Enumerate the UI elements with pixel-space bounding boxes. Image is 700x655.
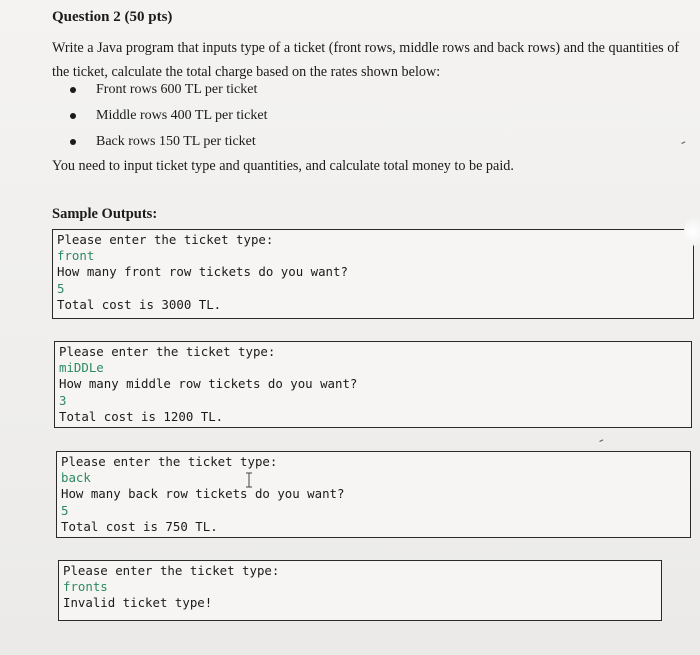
sample-console-middle [54, 341, 692, 428]
console-line: Please enter the ticket type: [59, 344, 276, 359]
console-line: Invalid ticket type! [63, 595, 213, 611]
console-line: Please enter the ticket type: [57, 232, 274, 247]
console-line: Please enter the ticket type: [63, 563, 280, 578]
console-input-line: fronts [63, 579, 108, 595]
console-line: Total cost is 750 TL. [61, 518, 218, 534]
console-line: Total cost is 3000 TL. [57, 296, 222, 312]
rate-item-back: Back rows 150 TL per ticket [70, 132, 267, 158]
sample-console-front [52, 229, 694, 319]
console-line: Please enter the ticket type: [61, 454, 278, 469]
rate-item-front: Front rows 600 TL per ticket [70, 80, 267, 106]
sample-outputs-heading: Sample Outputs: [52, 206, 158, 222]
rate-item-middle: Middle rows 400 TL per ticket [70, 106, 267, 132]
console-input-line: back [61, 470, 91, 486]
console-line: Total cost is 1200 TL. [59, 408, 224, 424]
sample-console-back [56, 451, 691, 538]
console-input-line: 5 [61, 502, 69, 518]
glare-spot [684, 218, 700, 246]
console-input-line: 5 [57, 280, 65, 296]
stray-mark [599, 439, 604, 444]
console-input-line: 3 [59, 392, 67, 408]
sample-console-invalid [58, 560, 662, 621]
question-prompt: Write a Java program that inputs type of a ticket (front rows, middle rows and back rows) and the quantities of the ticket, calculate the total charge based on the rates shown below: [52, 40, 680, 80]
console-input-line: miDDLe [59, 360, 104, 376]
console-line: How many middle row tickets do you want? [59, 376, 358, 392]
rates-list [70, 80, 267, 158]
console-input-line: front [57, 248, 95, 264]
stray-mark [681, 141, 686, 146]
text-cursor-icon [244, 472, 254, 488]
console-line: How many back row tickets do you want? [61, 486, 345, 502]
question-title: Question 2 (50 pts) [52, 9, 173, 25]
console-line: How many front row tickets do you want? [57, 264, 348, 280]
instruction-text: You need to input ticket type and quantities, and calculate total money to be paid. [52, 158, 514, 174]
